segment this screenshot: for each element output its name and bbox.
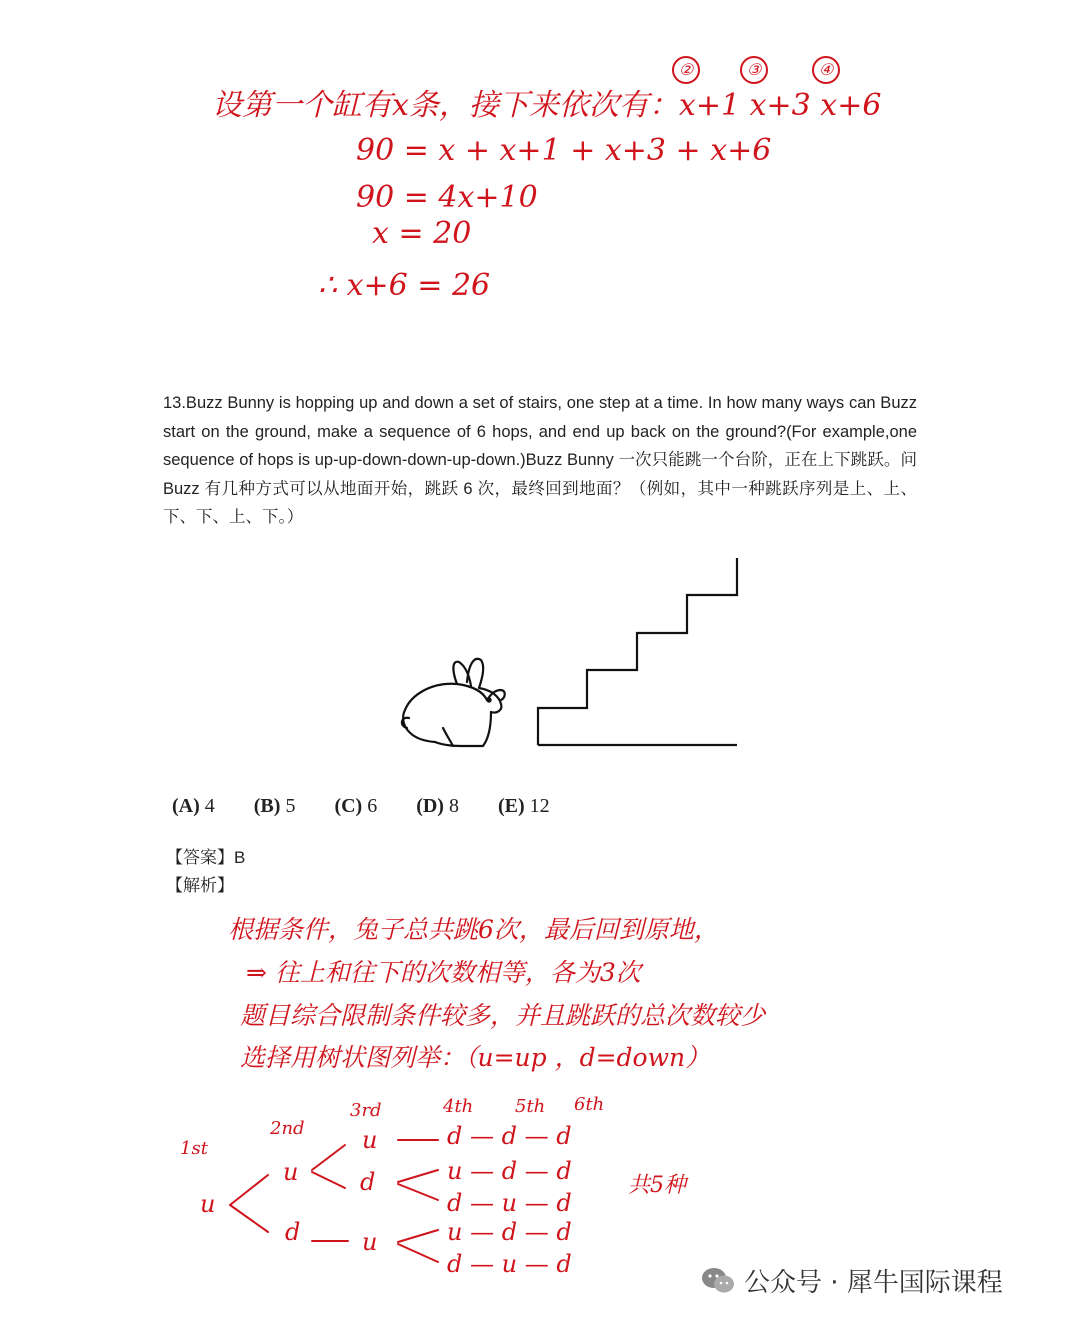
- ordinal-1st: 1st: [180, 1138, 208, 1159]
- ordinal-4th: 4th: [443, 1096, 474, 1117]
- ordinal-5th: 5th: [515, 1096, 546, 1117]
- work2-line4: 选择用树状图列举：（u=up ，d=down）: [240, 1043, 711, 1072]
- ordinal-3rd: 3rd: [350, 1100, 382, 1121]
- tree-path-3: d — u — d: [447, 1189, 572, 1217]
- analysis-label: 【解析】: [166, 876, 234, 895]
- circle-2: ②: [672, 56, 700, 84]
- choice-b: (B) 5: [253, 795, 296, 817]
- work1-line2: 90 = x + x+1 + x+3 + x+6: [356, 133, 772, 168]
- choice-d: (D) 8: [416, 795, 459, 817]
- tree-path-2: u — d — d: [447, 1157, 572, 1185]
- choice-a: (A) 4: [172, 795, 215, 817]
- choice-e: (E) 12: [497, 795, 550, 817]
- tree-node-3rd-u: u: [362, 1126, 378, 1154]
- work2-line2: ⇒ 往上和往下的次数相等，各为3次: [246, 958, 641, 987]
- question-text: 13.Buzz Bunny is hopping up and down a set of stairs, one step at a time. In how many ways can Buzz start on the ground, make a sequence of 6 hops, and end up back on the ground?(For example,one sequence of hops is up-up-down-down-up-down.)Buzz Bunny 一次只能跳一个台阶，正在上下跳跃。问 Buzz 有几种方式可以从地面开始，跳跃 6 次，最终回到地面？（例如，其中一种跳跃序列是上、上、下、下、上、下。）: [163, 394, 917, 526]
- work1-line3: 90 = 4x+10: [356, 180, 538, 215]
- tree-node-2nd-d: d: [285, 1218, 301, 1246]
- tree-path-1: d — d — d: [447, 1122, 572, 1150]
- tree-node-2nd-u: u: [283, 1158, 299, 1186]
- tree-node-3rd-u2: u: [362, 1228, 378, 1256]
- answer-label: 【答案】B: [166, 848, 246, 867]
- work1-line4: x = 20: [372, 216, 472, 251]
- work1-line1: 设第一个缸有x条，接下来依次有：x+1 x+3 x+6: [212, 88, 882, 123]
- circle-3: ③: [740, 56, 768, 84]
- work1-line5: ∴ x+6 = 26: [318, 268, 491, 303]
- choice-c: (C) 6: [334, 795, 378, 817]
- ordinal-6th: 6th: [574, 1094, 605, 1115]
- circle-4: ④: [812, 56, 840, 84]
- ordinal-2nd: 2nd: [270, 1118, 305, 1139]
- tree-total: 共5种: [628, 1173, 686, 1198]
- wechat-icon: [700, 1266, 736, 1296]
- tree-node-1st: u: [200, 1190, 216, 1218]
- tree-node-3rd-d: d: [360, 1168, 376, 1196]
- watermark: [700, 1262, 1003, 1299]
- tree-path-4: u — d — d: [447, 1218, 572, 1246]
- watermark-text: 公众号 · 犀牛国际课程: [744, 1268, 1003, 1298]
- work2-line3: 题目综合限制条件较多，并且跳跃的总次数较少: [240, 1001, 766, 1030]
- tree-path-5: d — u — d: [447, 1250, 572, 1278]
- work2-line1: 根据条件，兔子总共跳6次，最后回到原地，: [228, 915, 719, 944]
